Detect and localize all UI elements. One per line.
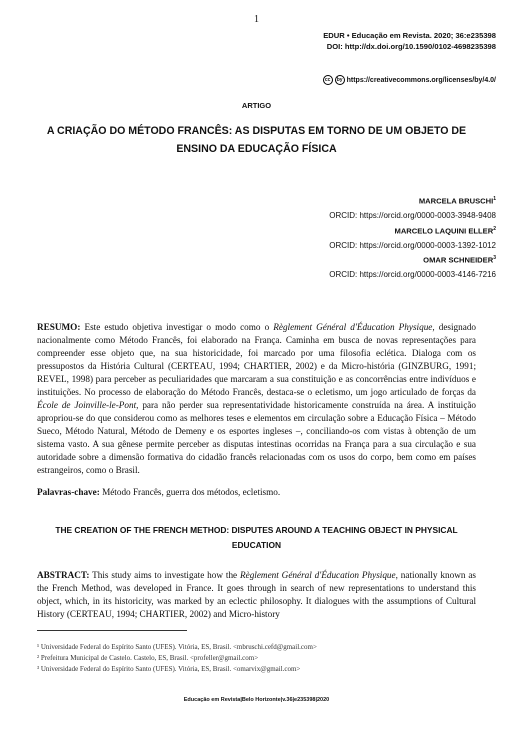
abstract-label: RESUMO: [37,322,81,332]
abstract-pt: RESUMO: Este estudo objetiva investigar o modo como o Règlement Général d'Éducation Physique, designado nacionalmente como Método Francês, foi elaborado na França. Caminha em busca de novas representações para compreender esse objeto que, na sua historicidade, foi marcado por uma filosofia eclética. Dialoga com os pressupostos da História Cultural (CERTEAU, 1994; CHARTIER, 2002) e da Micro-história (GINZBURG, 1991; REVEL, 1998) para perceber as peculiaridades que marcaram a sua constituição e as concorrências entre indivíduos e instituições. No processo de elaboração do Método Francês, destaca-se o ecletismo, um jogo articulado de forças da École de Joinville-le-Pont, para não perder sua representatividade historicamente construída na área. A instituição apropriou-se do que considerou como as melhores teses e elementos em circulação sobre a Educação Física – Método Sueco, Método Natural, Método de Demeny e os esportes ingleses –, conciliando-os com vistas à obtenção de um sistema vasto. A sua gênese permite perceber as disputas intestinas ocorridas na França para a sua circulação e sua autoridade sobre a dimensão formativa do cidadão francês relacionadas com os usos do corpo, bem como em países estrangeiros, como o Brasil. [37,322,477,475]
doi-link[interactable]: DOI: http://dx.doi.org/10.1590/0102-4698235398 [326,41,496,51]
author-name: MARCELO LAQUINI ELLER$^2$ [394,226,496,236]
article-title-en: THE CREATION OF THE FRENCH METHOD: DISPUTES AROUND A TEACHING OBJECT IN PHYSICAL EDUCATION [55,525,458,550]
abstract-label: ABSTRACT: [37,570,90,580]
author-3 [329,255,496,279]
journal-citation: EDUR • Educação em Revista. 2020; 36:e235398 [323,31,496,40]
section-label: ARTIGO [241,101,272,110]
footnote-3: ³ Universidade Federal do Espírito Santo (UFES). Vitória, ES, Brasil. <omarvix@gmail.com> [37,665,301,673]
license-line [323,75,496,85]
footnote-1: ¹ Universidade Federal do Espírito Santo (UFES). Vitória, ES, Brasil. <mbruschi.cefd@gmail.com> [37,643,317,651]
orcid-link[interactable]: ORCID: https://orcid.org/0000-0003-4146-7216 [329,269,496,279]
keywords-label: Palavras-chave: [37,487,100,497]
license-link[interactable]: https://creativecommons.org/licenses/by/4.0/ [346,76,496,84]
footnotes [37,642,477,675]
footnote-divider [37,630,187,631]
footnote-2: ² Prefeitura Municipal de Castelo. Castelo, ES, Brasil. <profeller@gmail.com> [37,654,259,662]
orcid-link[interactable]: ORCID: https://orcid.org/0000-0003-1392-1012 [329,240,496,250]
orcid-link[interactable]: ORCID: https://orcid.org/0000-0003-3948-9408 [329,210,496,220]
journal-header [323,31,496,52]
cc-icon: cc [323,75,333,85]
author-2 [329,226,496,250]
author-1 [329,196,496,220]
page-footer: Educação em Revista|Belo Horizonte|v.36|e235398|2020 [183,697,330,703]
page-number: 1 [254,14,259,25]
keywords-pt: Palavras-chave: Método Francês, guerra dos métodos, ecletismo. [37,487,281,497]
article-title-pt: A CRIAÇÃO DO MÉTODO FRANCÊS: AS DISPUTAS EM TORNO DE UM OBJETO DE ENSINO DA EDUCAÇÃO FÍSICA [46,125,467,155]
author-name: OMAR SCHNEIDER$^3$ [423,255,496,265]
abstract-en: ABSTRACT: This study aims to investigate how the Règlement Général d'Éducation Physique, nationally known as the French Method, was developed in France. It goes through in search of new representations to understand this object, which, in its historicity, was marked by an eclectic philosophy. It dialogues with the assumptions of Cultural History (CERTEAU, 1994; CHARTIER, 2002) and Micro-history [37,570,476,619]
author-name: MARCELA BRUSCHI$^1$ [418,196,496,206]
by-icon: by [335,75,345,85]
